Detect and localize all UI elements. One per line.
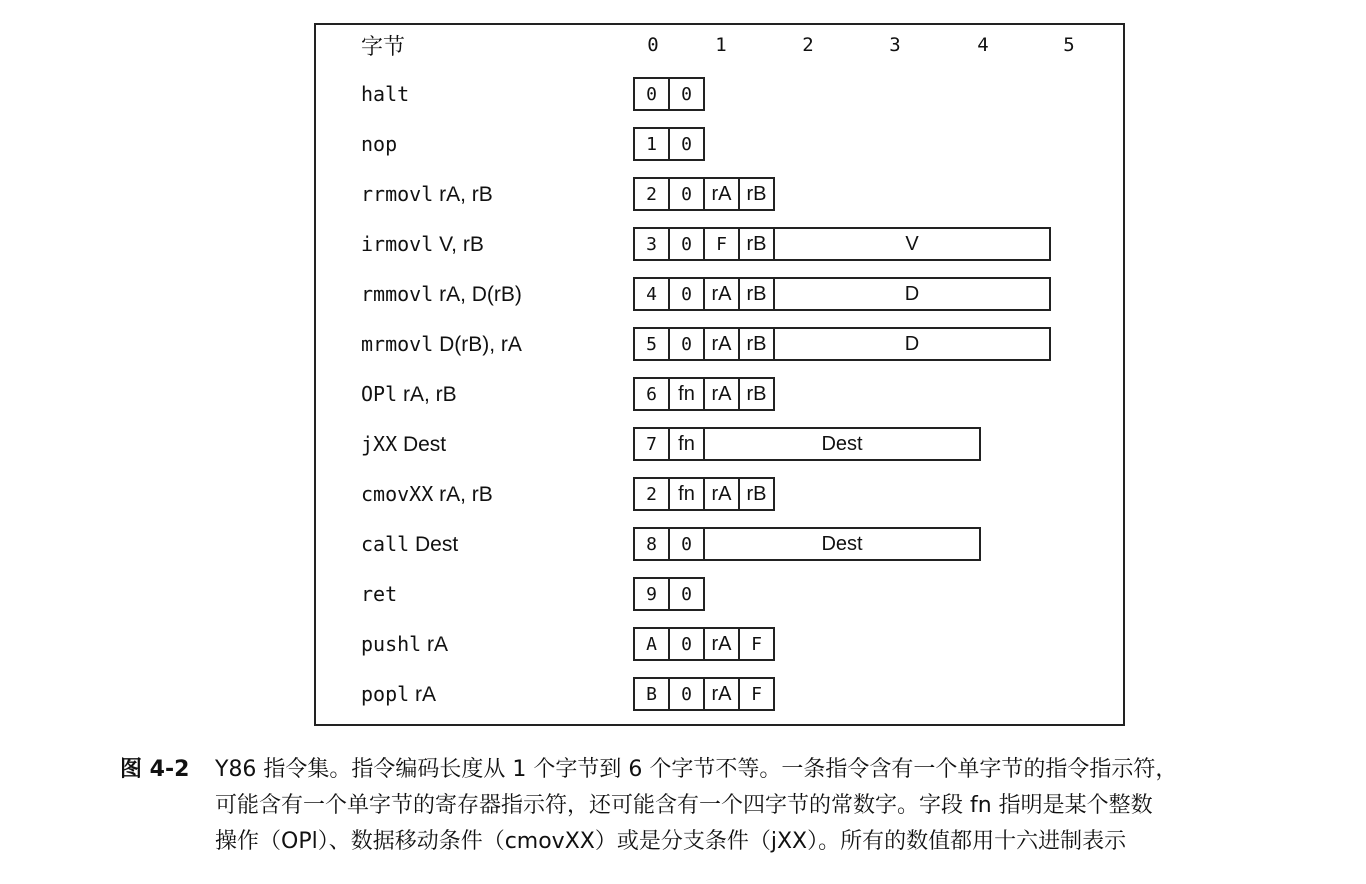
instruction-operands: Dest xyxy=(409,533,459,556)
encoding-nibble: rB xyxy=(738,277,775,311)
instruction-mnemonic: rmmovl xyxy=(361,282,434,306)
encoding-nibble: rA xyxy=(703,327,740,361)
instruction-label xyxy=(361,179,493,209)
encoding-nibble: fn xyxy=(668,377,705,411)
instruction-label xyxy=(361,629,448,659)
instruction-encoding xyxy=(633,127,703,161)
encoding-nibble: 0 xyxy=(668,277,705,311)
encoding-nibble: rA xyxy=(703,177,740,211)
instruction-mnemonic: nop xyxy=(361,132,398,156)
instruction-operands: rA, rB xyxy=(433,483,493,506)
encoding-nibble: 7 xyxy=(633,427,670,461)
encoding-nibble: rA xyxy=(703,677,740,711)
byte-index-4: 4 xyxy=(977,34,989,56)
instruction-operands: rA, D(rB) xyxy=(433,283,522,306)
caption-line: Y86 指令集。指令编码长度从 1 个字节到 6 个字节不等。一条指令含有一个单字节的指令指示符， xyxy=(215,757,1178,782)
instruction-mnemonic: irmovl xyxy=(361,232,434,256)
constant-word-field: D xyxy=(773,327,1051,361)
instruction-label xyxy=(361,129,397,159)
instruction-mnemonic: rrmovl xyxy=(361,182,434,206)
instruction-label xyxy=(361,329,522,359)
instruction-encoding-figure xyxy=(314,23,1125,726)
instruction-encoding xyxy=(633,227,1049,261)
encoding-nibble: A xyxy=(633,627,670,661)
instruction-operands: rA, rB xyxy=(433,183,493,206)
encoding-nibble: F xyxy=(738,677,775,711)
encoding-nibble: rA xyxy=(703,277,740,311)
instruction-encoding xyxy=(633,577,703,611)
instruction-label xyxy=(361,79,409,109)
instruction-operands: rA xyxy=(421,633,449,656)
encoding-nibble: rB xyxy=(738,177,775,211)
encoding-nibble: 5 xyxy=(633,327,670,361)
instruction-mnemonic: popl xyxy=(361,682,410,706)
encoding-nibble: F xyxy=(703,227,740,261)
encoding-nibble: 0 xyxy=(668,77,705,111)
encoding-nibble: 0 xyxy=(668,127,705,161)
instruction-mnemonic: OPl xyxy=(361,382,398,406)
caption-label: 图 4-2 xyxy=(120,757,190,782)
constant-word-field: Dest xyxy=(703,527,981,561)
encoding-nibble: 6 xyxy=(633,377,670,411)
instruction-label xyxy=(361,279,522,309)
instruction-mnemonic: pushl xyxy=(361,632,422,656)
encoding-nibble: 0 xyxy=(633,77,670,111)
instruction-mnemonic: ret xyxy=(361,582,398,606)
instruction-mnemonic: jXX xyxy=(361,432,398,456)
byte-axis-title: 字节 xyxy=(361,35,406,60)
caption-line: 可能含有一个单字节的寄存器指示符，还可能含有一个四字节的常数字。字段 fn 指明是某个整数 xyxy=(215,793,1153,818)
instruction-encoding xyxy=(633,177,773,211)
byte-index-2: 2 xyxy=(802,34,814,56)
caption-body xyxy=(215,752,1350,860)
encoding-nibble: rA xyxy=(703,627,740,661)
instruction-label xyxy=(361,529,458,559)
instruction-encoding xyxy=(633,527,979,561)
encoding-nibble: 0 xyxy=(668,577,705,611)
encoding-nibble: 3 xyxy=(633,227,670,261)
encoding-nibble: fn xyxy=(668,427,705,461)
instruction-label xyxy=(361,679,436,709)
instruction-label xyxy=(361,379,457,409)
instruction-encoding xyxy=(633,477,773,511)
instruction-operands: D(rB), rA xyxy=(433,333,522,356)
byte-index-5: 5 xyxy=(1063,34,1075,56)
instruction-encoding xyxy=(633,677,773,711)
encoding-nibble: 0 xyxy=(668,527,705,561)
byte-index-0: 0 xyxy=(647,34,659,56)
encoding-nibble: 0 xyxy=(668,327,705,361)
encoding-nibble: 0 xyxy=(668,227,705,261)
caption-line: 操作（OPl）、数据移动条件（cmovXX）或是分支条件（jXX）。所有的数值都用十六进制表示 xyxy=(215,829,1127,854)
byte-index-3: 3 xyxy=(889,34,901,56)
encoding-nibble: 0 xyxy=(668,627,705,661)
encoding-nibble: 8 xyxy=(633,527,670,561)
instruction-mnemonic: call xyxy=(361,532,410,556)
instruction-label xyxy=(361,579,397,609)
encoding-nibble: F xyxy=(738,627,775,661)
encoding-nibble: B xyxy=(633,677,670,711)
constant-word-field: D xyxy=(773,277,1051,311)
instruction-label xyxy=(361,479,493,509)
instruction-operands: Dest xyxy=(397,433,447,456)
instruction-encoding xyxy=(633,377,773,411)
encoding-nibble: 1 xyxy=(633,127,670,161)
instruction-encoding xyxy=(633,627,773,661)
instruction-encoding xyxy=(633,77,703,111)
encoding-nibble: 4 xyxy=(633,277,670,311)
encoding-nibble: 2 xyxy=(633,177,670,211)
instruction-label xyxy=(361,429,446,459)
instruction-mnemonic: mrmovl xyxy=(361,332,434,356)
instruction-encoding xyxy=(633,327,1049,361)
encoding-nibble: rA xyxy=(703,377,740,411)
instruction-encoding xyxy=(633,427,979,461)
byte-index-1: 1 xyxy=(715,34,727,56)
instruction-label xyxy=(361,229,484,259)
encoding-nibble: rB xyxy=(738,327,775,361)
instruction-encoding xyxy=(633,277,1049,311)
instruction-operands: rA, rB xyxy=(397,383,457,406)
encoding-nibble: fn xyxy=(668,477,705,511)
encoding-nibble: rB xyxy=(738,477,775,511)
encoding-nibble: 2 xyxy=(633,477,670,511)
encoding-nibble: rA xyxy=(703,477,740,511)
encoding-nibble: rB xyxy=(738,227,775,261)
instruction-operands: rA xyxy=(409,683,437,706)
encoding-nibble: 0 xyxy=(668,677,705,711)
instruction-operands: V, rB xyxy=(433,233,484,256)
instruction-mnemonic: cmovXX xyxy=(361,482,434,506)
encoding-nibble: 9 xyxy=(633,577,670,611)
constant-word-field: V xyxy=(773,227,1051,261)
constant-word-field: Dest xyxy=(703,427,981,461)
encoding-nibble: rB xyxy=(738,377,775,411)
encoding-nibble: 0 xyxy=(668,177,705,211)
instruction-mnemonic: halt xyxy=(361,82,410,106)
